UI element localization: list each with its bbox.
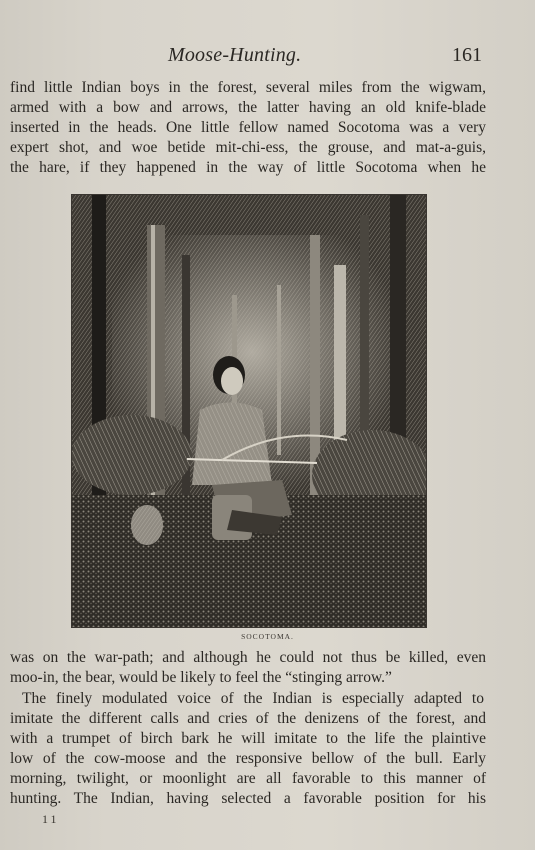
text-line: the hare, if they happened in the way of little Socotoma when he xyxy=(10,159,486,176)
engraving-illustration xyxy=(72,195,426,627)
text-line: low of the cow-moose and the responsive bellow of the bull. Early xyxy=(10,750,486,767)
page-number: 161 xyxy=(452,44,482,66)
text-line: imitate the different calls and cries of the denizens of the forest, and xyxy=(10,710,486,727)
text-line: moo-in, the bear, would be likely to feel the “stinging arrow.” xyxy=(10,669,392,686)
running-header xyxy=(0,44,535,70)
text-line: armed with a bow and arrows, the latter having an old knife-blade xyxy=(10,99,486,116)
running-title: Moose-Hunting. xyxy=(168,44,302,66)
signature-mark: 11 xyxy=(42,812,60,826)
figure-caption: SOCOTOMA. xyxy=(241,632,294,641)
forest-engraving xyxy=(72,195,426,627)
text-line: with a trumpet of birch bark he will imitate to the life the plaintive xyxy=(10,730,486,747)
text-line: The finely modulated voice of the Indian is especially adapted to xyxy=(22,690,484,707)
text-line: hunting. The Indian, having selected a favorable position for his xyxy=(10,790,486,807)
text-line: find little Indian boys in the forest, several miles from the wigwam, xyxy=(10,79,486,96)
text-line: morning, twilight, or moonlight are all favorable to this manner of xyxy=(10,770,486,787)
text-line: inserted in the heads. One little fellow named Socotoma was a very xyxy=(10,119,486,136)
text-line: was on the war-path; and although he could not thus be killed, even xyxy=(10,649,486,666)
text-line: expert shot, and woe betide mit-chi-ess, the grouse, and mat-a-guis, xyxy=(10,139,486,156)
